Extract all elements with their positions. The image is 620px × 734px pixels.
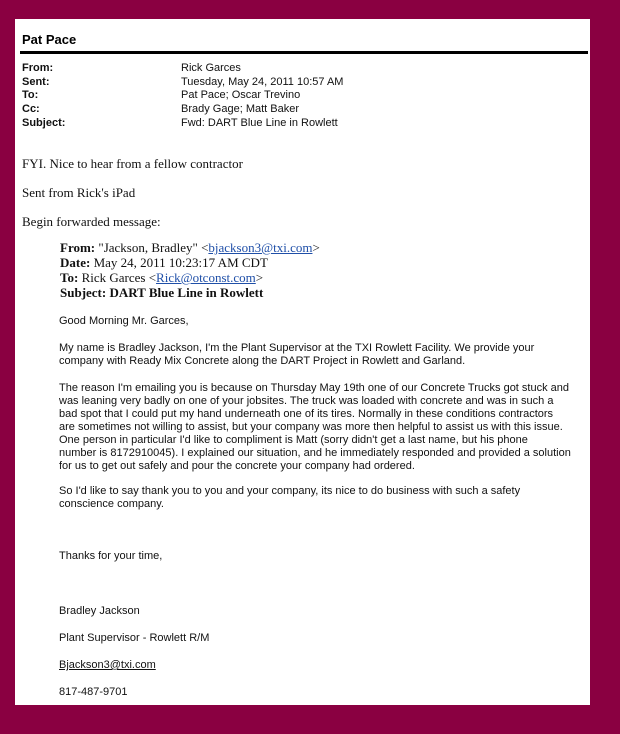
body-paragraph-2-line: The reason I'm emailing you is because on Thursday May 19th one of our Concrete Trucks got stuck and [59,382,570,394]
signature-name: Bradley Jackson [59,605,140,617]
mailbox-owner-name: Pat Pace [22,32,77,47]
body-paragraph-1 [59,342,559,368]
forwarded-to-email-link[interactable]: Rick@otconst.com [156,270,256,285]
forwarded-date-line [60,255,268,271]
header-from-value: Rick Garces [181,62,241,74]
body-paragraph-2-line: bad spot that I could put my hand underneath one of its tires. Normally in these conditions contractors [59,408,554,420]
forwarded-to-label: To: [60,270,79,285]
body-paragraph-2-line: number is 8172910045). I explained our situation, and he immediately responded and provided a solution [59,447,571,459]
header-from-label: From: [22,62,54,74]
body-greeting: Good Morning Mr. Garces, [59,315,189,327]
forwarded-from-name: "Jackson, Bradley" < [98,240,209,255]
forwarded-date-label: Date: [60,255,91,270]
header-sent-value: Tuesday, May 24, 2011 10:57 AM [181,76,344,88]
body-paragraph-2 [59,382,571,473]
header-cc-value: Brady Gage; Matt Baker [181,103,299,115]
body-paragraph-3 [59,485,559,511]
signature-title: Plant Supervisor - Rowlett R/M [59,632,210,644]
signature-email-link[interactable]: Bjackson3@txi.com [59,659,156,671]
body-paragraph-2-line: are sometimes not willing to assist, but your company was more then helpful to assist us with this issue. [59,421,563,433]
body-paragraph-1-line: My name is Bradley Jackson, I'm the Plant Supervisor at the TXI Rowlett Facility. We provide your [59,342,535,354]
body-paragraph-3-line: conscience company. [59,498,164,510]
forwarded-to-name: Rick Garces < [81,270,157,285]
header-cc-label: Cc: [22,103,40,115]
header-divider [20,51,588,54]
intro-fyi: FYI. Nice to hear from a fellow contractor [22,156,243,171]
body-closing: Thanks for your time, [59,550,163,562]
header-subject-value: Fwd: DART Blue Line in Rowlett [181,117,338,129]
forwarded-subject-label: Subject: [60,285,107,300]
forwarded-to-close: > [255,270,264,285]
body-paragraph-1-line: company with Ready Mix Concrete along the DART Project in Rowlett and Garland. [59,355,466,367]
forwarded-subject-value: DART Blue Line in Rowlett [109,285,264,300]
signature-phone: 817-487-9701 [59,686,128,698]
header-to-label: To: [22,89,39,101]
forwarded-from-email-link[interactable]: bjackson3@txi.com [208,240,313,255]
body-paragraph-2-line: One person in particular I'd like to compliment is Matt (sorry didn't get a last name, but his phone [59,434,528,446]
body-paragraph-2-line: for us to get out safely and pour the concrete your company had ordered. [59,460,415,472]
forwarded-from-label: From: [60,240,96,255]
email-page [15,19,590,705]
forwarded-to-line [60,270,263,286]
forwarded-from-close: > [312,240,320,255]
header-sent-label: Sent: [22,76,50,88]
forwarded-subject-line [60,285,263,301]
header-to-value: Pat Pace; Oscar Trevino [181,89,301,101]
intro-sent-from: Sent from Rick's iPad [22,185,136,200]
forwarded-from-line [60,240,320,256]
intro-begin-forwarded: Begin forwarded message: [22,214,161,229]
forwarded-date-value: May 24, 2011 10:23:17 AM CDT [93,255,268,270]
body-paragraph-3-line: So I'd like to say thank you to you and your company, its nice to do business with such a safety [59,485,521,497]
body-paragraph-2-line: was leaning very badly on one of your jobsites. The truck was loaded with concrete and was in such a [59,395,554,407]
header-subject-label: Subject: [22,117,66,129]
